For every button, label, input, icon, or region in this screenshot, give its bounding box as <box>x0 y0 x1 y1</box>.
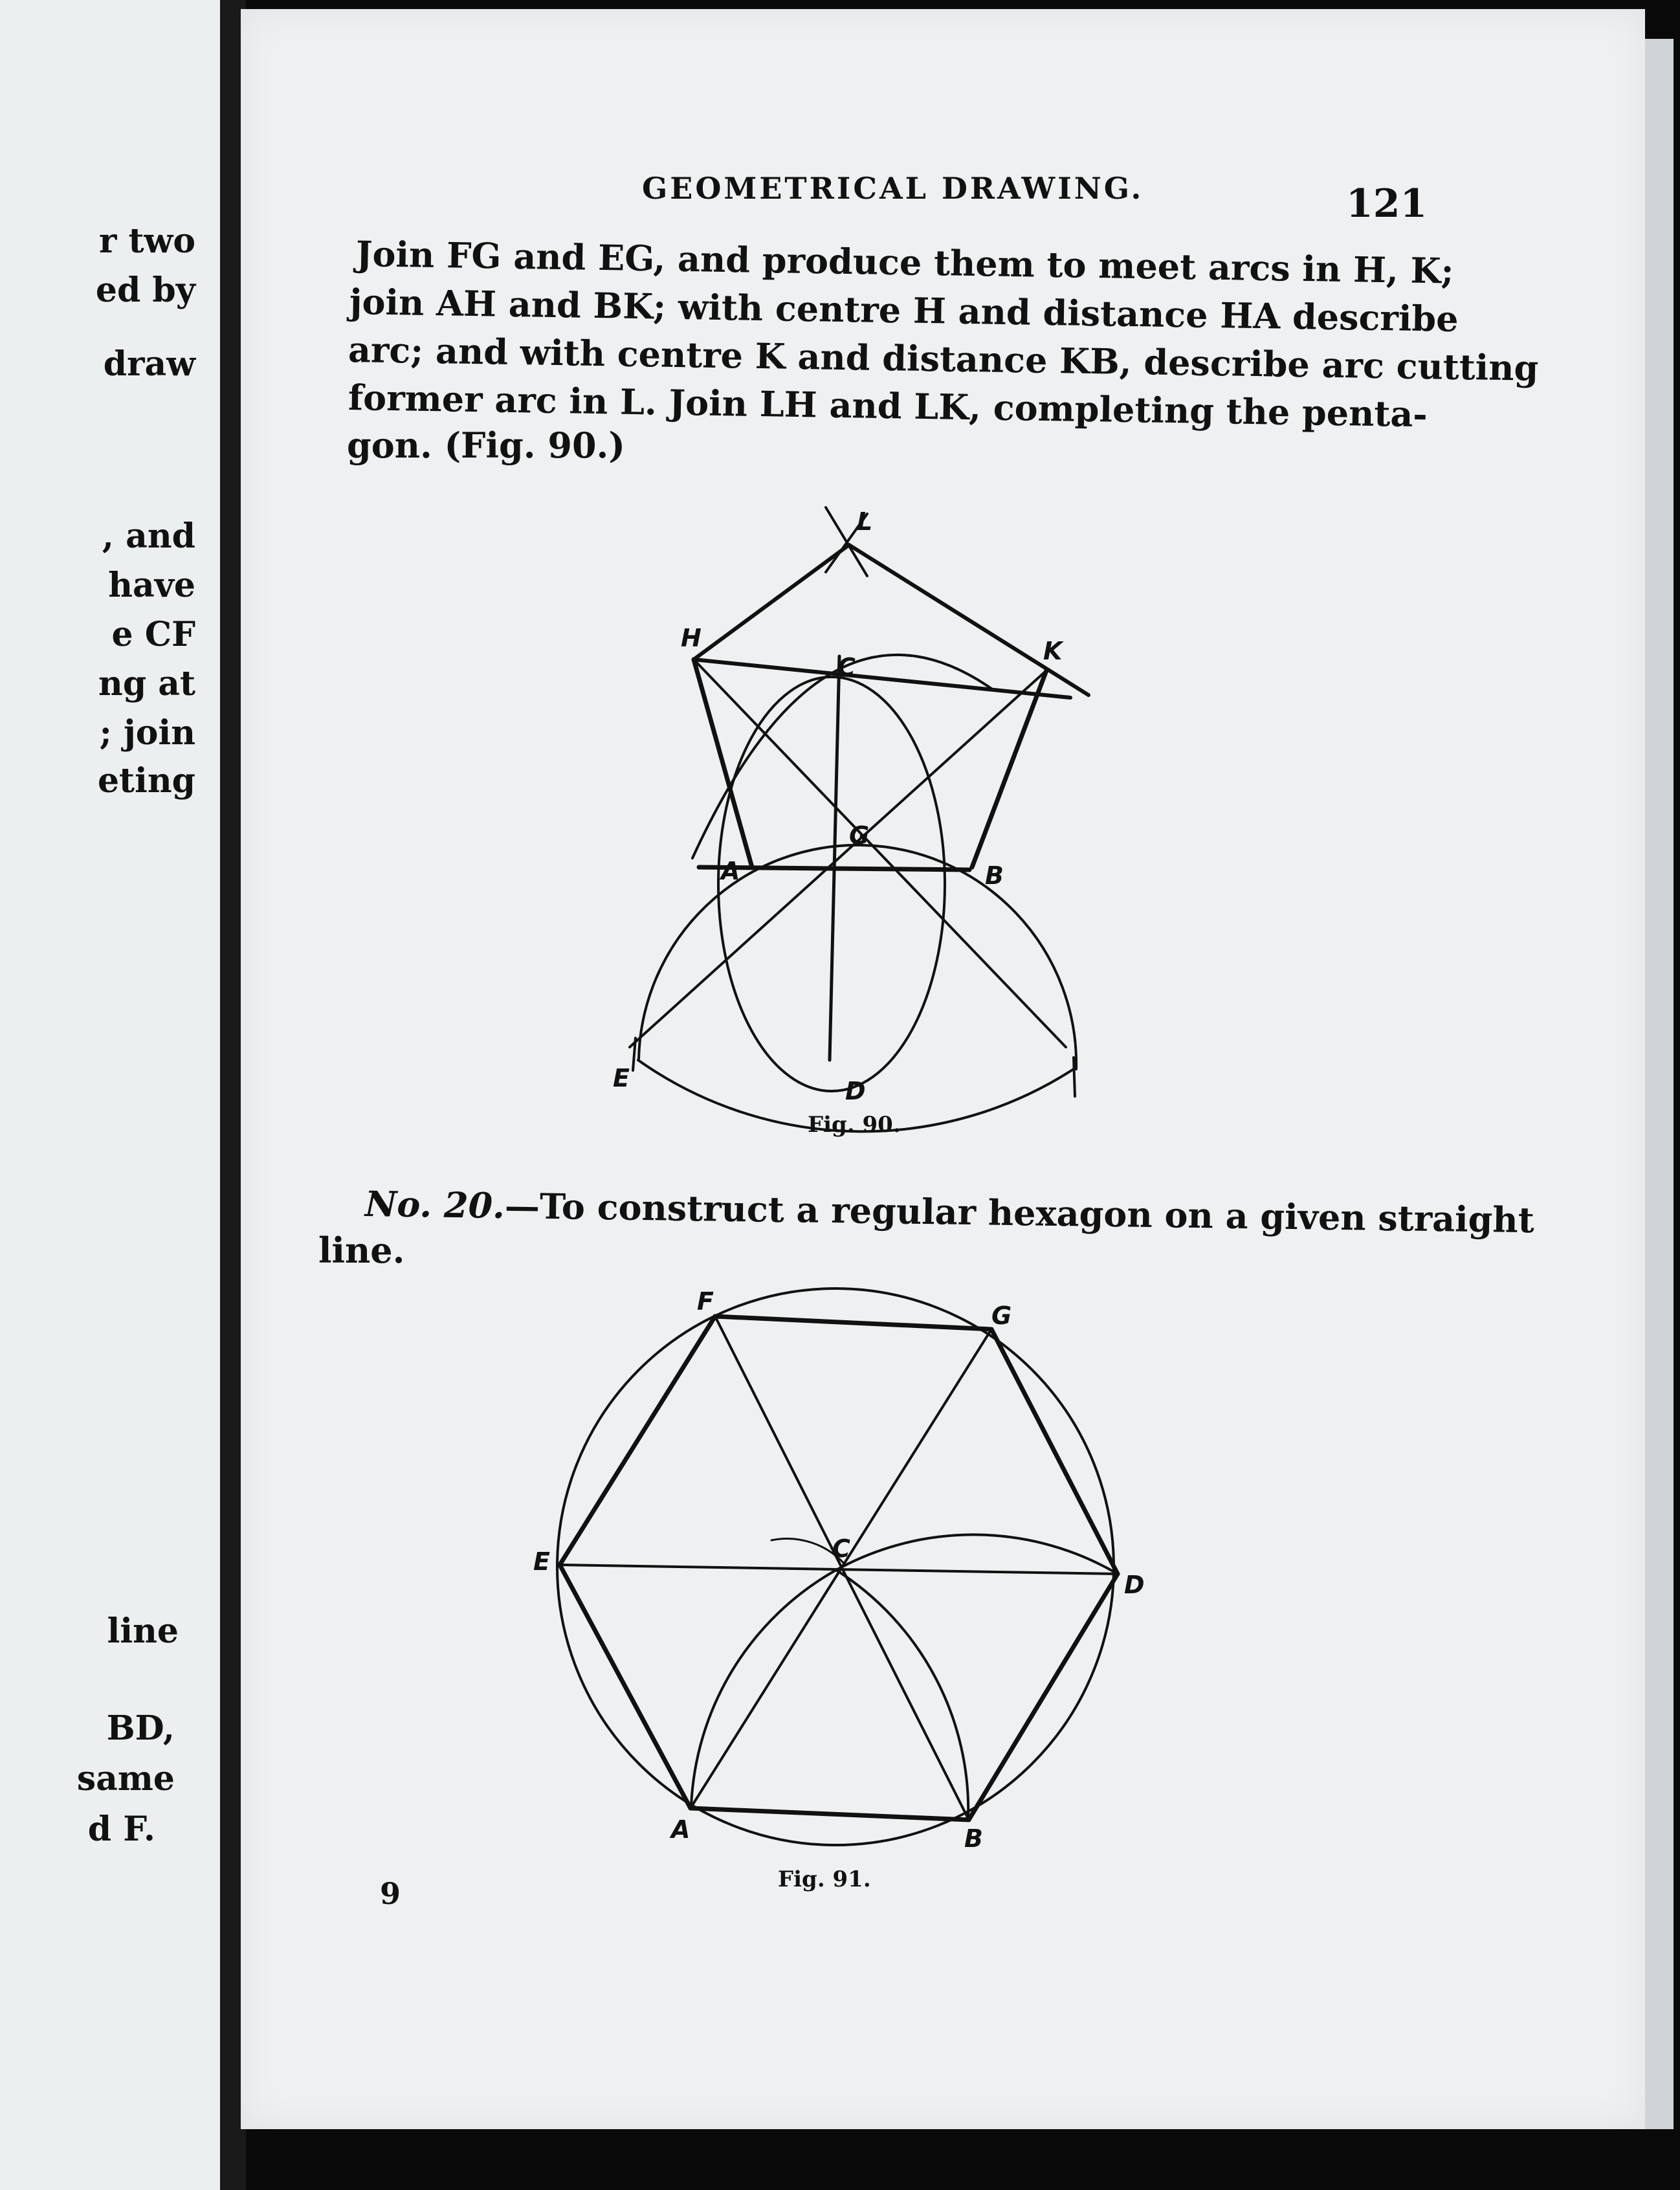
label-k: K <box>1043 637 1063 665</box>
label-h: H <box>681 624 702 652</box>
label-c: C <box>837 653 856 681</box>
figures <box>241 9 1645 2129</box>
label-e: E <box>613 1064 630 1092</box>
left-text-fragment: ed by <box>95 271 195 310</box>
line-hk <box>694 659 1070 698</box>
left-text-fragment: have <box>108 566 195 605</box>
label-c: C <box>832 1534 850 1563</box>
left-text-fragment: same <box>76 1759 175 1798</box>
paragraph-line: Join FG and EG, and produce them to meet arcs in H, K; <box>355 233 1454 292</box>
figure-90-caption: Fig. 90. <box>808 1112 901 1138</box>
left-text-fragment: draw <box>103 344 195 384</box>
paragraph-line: join AH and BK; with centre H and distance HA describe <box>349 281 1459 340</box>
label-g: G <box>849 821 870 850</box>
label-l: L <box>857 507 873 536</box>
hex-side-ae <box>560 1565 691 1808</box>
left-text-fragment: r two <box>99 221 195 261</box>
label-b: B <box>964 1824 983 1853</box>
label-d: D <box>1124 1571 1145 1599</box>
label-a: A <box>671 1815 691 1844</box>
signature-mark: 9 <box>380 1876 401 1911</box>
paragraph-line: gon. (Fig. 90.) <box>347 425 625 466</box>
left-text-fragment: eting <box>97 761 195 801</box>
page-number: 121 <box>1346 181 1428 227</box>
right-page <box>241 9 1645 2129</box>
paragraph-line: former arc in L. Join LH and LK, completing the penta- <box>348 377 1428 436</box>
left-text-fragment: ng at <box>98 664 195 703</box>
hex-side-ba <box>691 1808 969 1820</box>
line-lk <box>849 545 1089 695</box>
figure-91 <box>557 1289 1118 1845</box>
figure-90 <box>630 507 1089 1131</box>
problem-line-2: line. <box>318 1230 405 1271</box>
left-text-fragment: ; join <box>99 713 195 753</box>
problem-label: No. 20. <box>364 1183 505 1227</box>
arc-lower-left <box>639 845 1076 1069</box>
hex-side-fg <box>715 1316 991 1329</box>
problem-text: —To construct a regular hexagon on a given straight <box>504 1185 1535 1241</box>
label-d: D <box>845 1077 866 1105</box>
left-page <box>0 0 227 2190</box>
hex-side-ef <box>560 1316 715 1565</box>
line-bk <box>972 670 1046 867</box>
label-e: E <box>533 1547 550 1576</box>
running-header: GEOMETRICAL DRAWING. <box>642 171 1144 206</box>
left-text-fragment: , and <box>102 516 195 556</box>
left-text-fragment: d F. <box>87 1809 155 1849</box>
line-hl <box>694 545 849 659</box>
left-text-fragment: e CF <box>111 615 195 654</box>
left-text-fragment: line <box>107 1611 179 1651</box>
paragraph-line: arc; and with centre K and distance KB, describe arc cutting <box>348 329 1539 389</box>
arc-cd <box>836 1534 1118 1574</box>
label-a: A <box>721 857 740 885</box>
label-f: F <box>697 1287 714 1316</box>
label-b: B <box>985 861 1004 890</box>
left-text-fragment: BD, <box>106 1709 175 1748</box>
figure-91-caption: Fig. 91. <box>778 1866 871 1892</box>
hex-side-db <box>969 1574 1118 1820</box>
label-g: G <box>991 1301 1012 1330</box>
